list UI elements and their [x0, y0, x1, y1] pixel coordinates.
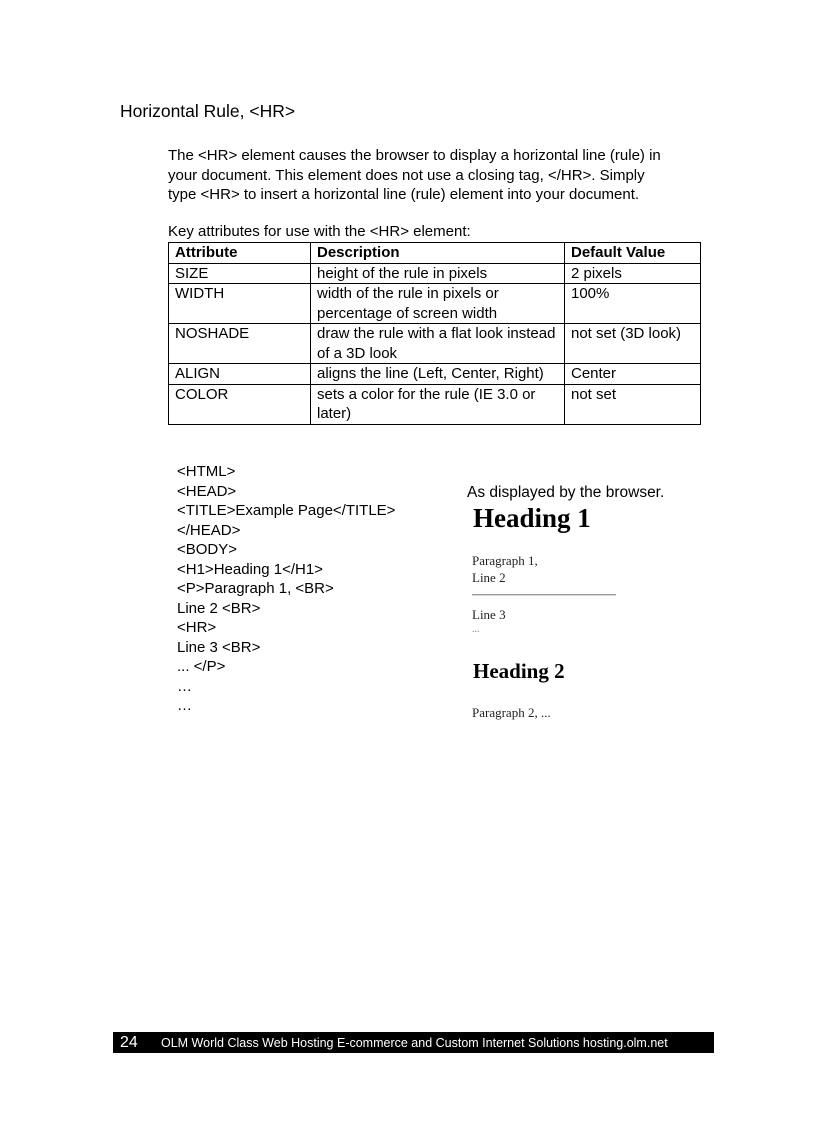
preview-paragraph-1-line-1: Paragraph 1, [472, 553, 538, 568]
table-cell-attribute: COLOR [169, 384, 311, 424]
code-line: Line 2 <BR> [177, 599, 261, 617]
browser-preview-caption: As displayed by the browser. [467, 484, 665, 501]
table-row [169, 384, 701, 424]
intro-line: The <HR> element causes the browser to display a horizontal line (rule) in [168, 147, 661, 164]
code-line: Line 3 <BR> [177, 638, 261, 656]
browser-preview [472, 500, 632, 730]
table-header-row [169, 243, 701, 264]
code-line: ... </P> [177, 658, 226, 675]
code-line: <TITLE>Example Page</TITLE> [177, 502, 396, 519]
page-footer [113, 1032, 714, 1053]
preview-heading-2: Heading 2 [473, 659, 565, 683]
preview-paragraph-1-line-2: Line 2 [472, 570, 506, 585]
preview-heading-1: Heading 1 [473, 503, 591, 533]
preview-horizontal-rule [472, 594, 616, 596]
table-cell-description: aligns the line (Left, Center, Right) [311, 364, 565, 385]
table-row [169, 364, 701, 385]
code-line: <HEAD> [177, 482, 237, 500]
code-line: … [177, 697, 192, 714]
column-header-description: Description [311, 243, 565, 264]
preview-line-3: Line 3 [472, 607, 506, 622]
table-cell-attribute: NOSHADE [169, 324, 311, 364]
code-line: <HR> [177, 619, 217, 636]
table-cell-attribute: WIDTH [169, 284, 311, 324]
intro-paragraph [168, 146, 708, 205]
table-cell-default: Center [565, 364, 701, 385]
table-cell-description: sets a color for the rule (IE 3.0 or later) [311, 384, 565, 424]
table-caption: Key attributes for use with the <HR> element: [168, 223, 471, 240]
column-header-default-value: Default Value [565, 243, 701, 264]
table-cell-attribute: SIZE [169, 263, 311, 284]
table-cell-default: 2 pixels [565, 263, 701, 284]
table-cell-description: height of the rule in pixels [311, 263, 565, 284]
table-cell-description: width of the rule in pixels or percentage of screen width [311, 284, 565, 324]
html-code-example [177, 462, 395, 716]
table-cell-default: 100% [565, 284, 701, 324]
section-title: Horizontal Rule, <HR> [120, 101, 296, 121]
code-line: … [177, 677, 192, 695]
intro-line: type <HR> to insert a horizontal line (rule) element into your document. [168, 186, 640, 203]
column-header-attribute: Attribute [169, 243, 311, 264]
preview-paragraph-2: Paragraph 2, ... [472, 705, 551, 720]
table-row [169, 284, 701, 324]
table-cell-default: not set [565, 384, 701, 424]
table-row [169, 324, 701, 364]
code-line: <P>Paragraph 1, <BR> [177, 580, 334, 597]
footer-text: OLM World Class Web Hosting E-commerce and Custom Internet Solutions hosting.olm.net [161, 1035, 668, 1050]
intro-line: your document. This element does not use a closing tag, </HR>. Simply [168, 166, 645, 184]
table-row [169, 263, 701, 284]
code-line: <HTML> [177, 463, 236, 480]
code-line: <H1>Heading 1</H1> [177, 560, 323, 578]
table-cell-attribute: ALIGN [169, 364, 311, 385]
page-number: 24 [120, 1033, 138, 1051]
code-line: </HEAD> [177, 521, 241, 539]
attributes-table [168, 242, 701, 425]
table-cell-description: draw the rule with a flat look instead of a 3D look [311, 324, 565, 364]
table-cell-default: not set (3D look) [565, 324, 701, 364]
code-line: <BODY> [177, 541, 238, 558]
preview-ellipsis: ... [472, 624, 480, 635]
